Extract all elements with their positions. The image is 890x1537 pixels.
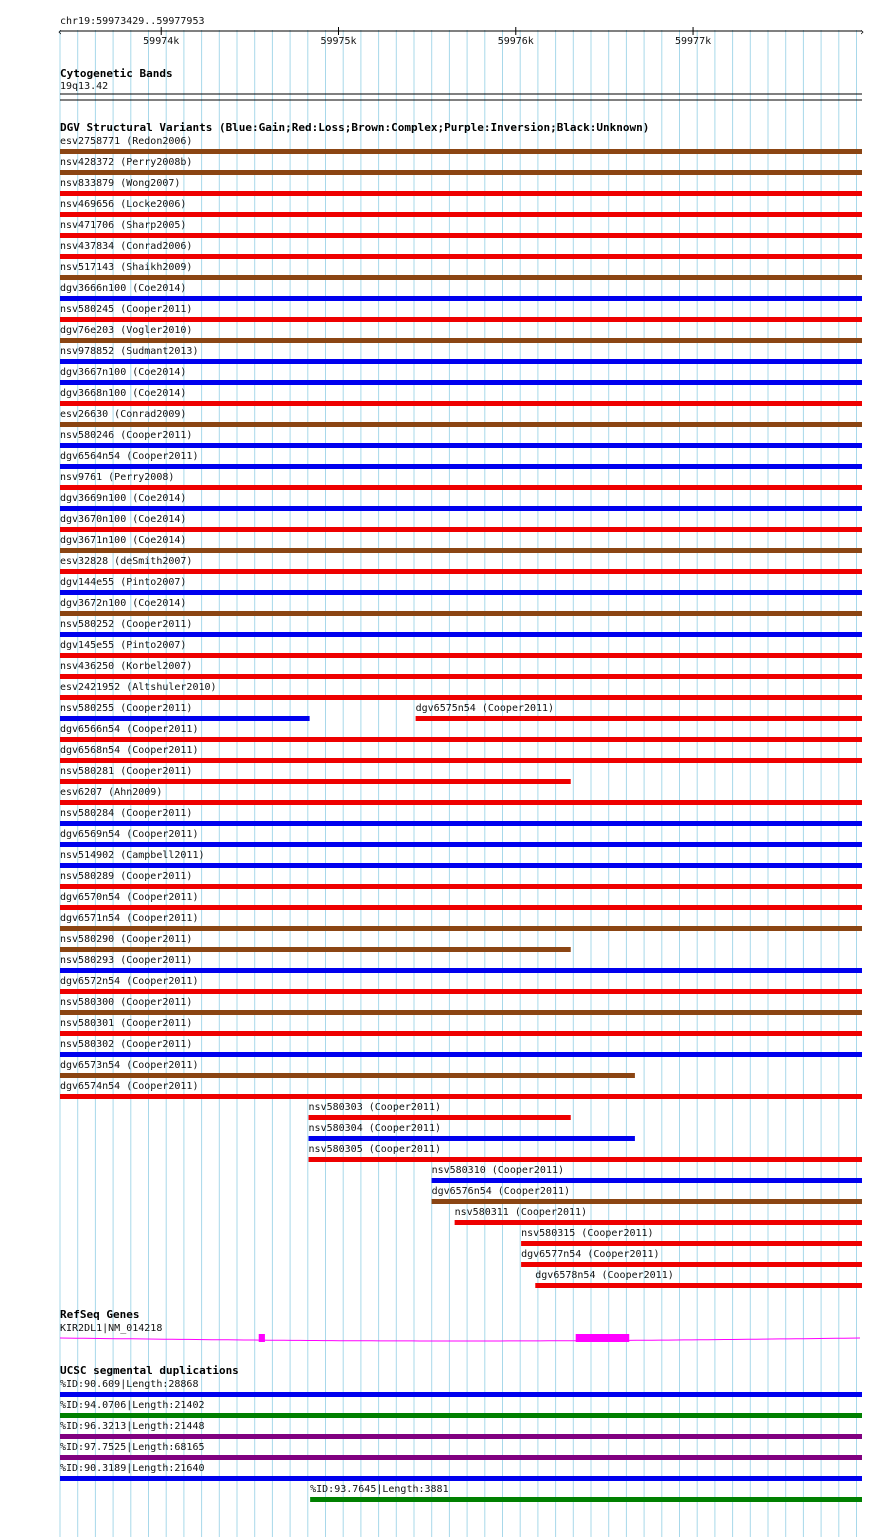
- feature-label[interactable]: nsv517143 (Shaikh2009): [60, 262, 193, 273]
- feature-label[interactable]: esv26630 (Conrad2009): [60, 409, 187, 420]
- feature-bar[interactable]: [60, 1413, 862, 1418]
- feature-label[interactable]: dgv3672n100 (Coe2014): [60, 598, 187, 609]
- region-label: chr19:59973429..59977953: [60, 16, 205, 27]
- feature-label[interactable]: dgv6571n54 (Cooper2011): [60, 913, 199, 924]
- feature-bar[interactable]: [60, 1073, 635, 1078]
- feature-label[interactable]: %ID:96.3213|Length:21448: [60, 1421, 205, 1432]
- feature-bar[interactable]: [455, 1220, 862, 1225]
- feature-bar[interactable]: [60, 842, 862, 847]
- feature-bar[interactable]: [60, 296, 862, 301]
- feature-bar[interactable]: [60, 695, 862, 700]
- track-title: DGV Structural Variants (Blue:Gain;Red:Loss;Brown:Complex;Purple:Inversion;Black:Unknown): [60, 121, 650, 134]
- feature-label[interactable]: nsv580293 (Cooper2011): [60, 955, 193, 966]
- feature-label[interactable]: dgv145e55 (Pinto2007): [60, 640, 187, 651]
- band-label: 19q13.42: [60, 81, 109, 92]
- ruler-left-arrow: ‹: [56, 27, 64, 38]
- feature-bar[interactable]: [60, 359, 862, 364]
- ruler-tick-label: 59977k: [674, 36, 712, 47]
- feature-bar[interactable]: [60, 1094, 862, 1099]
- feature-bar[interactable]: [60, 653, 862, 658]
- track-title: Cytogenetic Bands: [60, 67, 173, 80]
- feature-label[interactable]: dgv3666n100 (Coe2014): [60, 283, 187, 294]
- feature-label[interactable]: dgv6578n54 (Cooper2011): [535, 1270, 674, 1281]
- feature-bar[interactable]: [416, 716, 862, 721]
- feature-bar[interactable]: [60, 506, 862, 511]
- feature-label[interactable]: nsv580304 (Cooper2011): [308, 1123, 441, 1134]
- feature-bar[interactable]: [60, 170, 862, 175]
- feature-bar[interactable]: [60, 422, 862, 427]
- feature-bar[interactable]: [60, 464, 862, 469]
- feature-bar[interactable]: [60, 1476, 862, 1481]
- feature-label[interactable]: nsv580252 (Cooper2011): [60, 619, 193, 630]
- feature-label[interactable]: nsv469656 (Locke2006): [60, 199, 187, 210]
- feature-bar[interactable]: [60, 674, 862, 679]
- feature-bar[interactable]: [310, 1497, 862, 1502]
- feature-bar[interactable]: [60, 380, 862, 385]
- feature-bar[interactable]: [60, 338, 862, 343]
- feature-bar[interactable]: [432, 1178, 862, 1183]
- feature-label[interactable]: nsv580303 (Cooper2011): [308, 1102, 441, 1113]
- feature-label[interactable]: dgv3667n100 (Coe2014): [60, 367, 187, 378]
- feature-bar[interactable]: [60, 779, 571, 784]
- feature-label[interactable]: nsv580302 (Cooper2011): [60, 1039, 193, 1050]
- feature-label[interactable]: nsv580290 (Cooper2011): [60, 934, 193, 945]
- feature-label[interactable]: nsv580281 (Cooper2011): [60, 766, 193, 777]
- feature-label[interactable]: nsv580255 (Cooper2011): [60, 703, 193, 714]
- feature-label[interactable]: nsv580315 (Cooper2011): [521, 1228, 654, 1239]
- feature-label[interactable]: dgv6573n54 (Cooper2011): [60, 1060, 199, 1071]
- feature-bar[interactable]: [309, 1136, 635, 1141]
- feature-label[interactable]: dgv6575n54 (Cooper2011): [415, 703, 555, 714]
- feature-label[interactable]: esv2758771 (Redon2006): [60, 136, 193, 147]
- feature-bar[interactable]: [60, 212, 862, 217]
- feature-bar[interactable]: [60, 527, 862, 532]
- feature-bar[interactable]: [60, 275, 862, 280]
- feature-label[interactable]: dgv6569n54 (Cooper2011): [60, 829, 199, 840]
- feature-label[interactable]: nsv580284 (Cooper2011): [60, 808, 193, 819]
- feature-label[interactable]: nsv580301 (Cooper2011): [60, 1018, 193, 1029]
- feature-label[interactable]: nsv580245 (Cooper2011): [60, 304, 193, 315]
- feature-label[interactable]: dgv6574n54 (Cooper2011): [60, 1081, 199, 1092]
- feature-bar[interactable]: [60, 905, 862, 910]
- track-title: RefSeq Genes: [60, 1308, 140, 1321]
- feature-label[interactable]: nsv428372 (Perry2008b): [60, 157, 193, 168]
- feature-label[interactable]: nsv9761 (Perry2008): [60, 472, 175, 483]
- feature-bar[interactable]: [60, 233, 862, 238]
- feature-label[interactable]: dgv6577n54 (Cooper2011): [521, 1249, 660, 1260]
- ruler-tick-label: 59975k: [320, 36, 357, 47]
- feature-label[interactable]: %ID:93.7645|Length:3881: [310, 1484, 449, 1495]
- feature-label[interactable]: esv2421952 (Altshuler2010): [60, 682, 217, 693]
- gene-exon[interactable]: [576, 1334, 630, 1342]
- feature-label[interactable]: nsv580246 (Cooper2011): [60, 430, 193, 441]
- ruler-right-arrow: ›: [858, 27, 866, 38]
- gene-exon[interactable]: [259, 1334, 265, 1342]
- feature-bar[interactable]: [60, 1434, 862, 1439]
- feature-bar[interactable]: [60, 947, 571, 952]
- feature-bar[interactable]: [60, 800, 862, 805]
- feature-label[interactable]: nsv437834 (Conrad2006): [60, 241, 193, 252]
- feature-label[interactable]: dgv6572n54 (Cooper2011): [60, 976, 199, 987]
- feature-bar[interactable]: [60, 926, 862, 931]
- feature-label[interactable]: nsv978852 (Sudmant2013): [60, 346, 199, 357]
- feature-bar[interactable]: [60, 821, 862, 826]
- feature-bar[interactable]: [60, 1392, 862, 1397]
- feature-label[interactable]: nsv514902 (Campbell2011): [60, 850, 205, 861]
- feature-bar[interactable]: [60, 1010, 862, 1015]
- feature-label[interactable]: dgv6576n54 (Cooper2011): [431, 1186, 571, 1197]
- feature-label[interactable]: nsv580311 (Cooper2011): [454, 1207, 588, 1218]
- gene-intron-line[interactable]: [60, 1338, 860, 1341]
- feature-bar[interactable]: [60, 863, 862, 868]
- feature-label[interactable]: dgv6570n54 (Cooper2011): [60, 892, 199, 903]
- feature-label[interactable]: %ID:90.609|Length:28868: [60, 1379, 199, 1390]
- ruler-tick-label: 59976k: [497, 36, 534, 47]
- feature-bar[interactable]: [60, 254, 862, 259]
- track-title: UCSC segmental duplications: [60, 1364, 239, 1377]
- feature-bar[interactable]: [60, 191, 862, 196]
- feature-bar[interactable]: [60, 989, 862, 994]
- feature-label[interactable]: nsv833879 (Wong2007): [60, 178, 181, 189]
- feature-label[interactable]: nsv580305 (Cooper2011): [308, 1144, 441, 1155]
- feature-bar[interactable]: [60, 149, 862, 154]
- feature-bar[interactable]: [60, 611, 862, 616]
- feature-bar[interactable]: [60, 1455, 862, 1460]
- feature-bar[interactable]: [521, 1241, 862, 1246]
- feature-label[interactable]: %ID:90.3189|Length:21640: [60, 1463, 205, 1474]
- feature-label[interactable]: nsv471706 (Sharp2005): [60, 220, 187, 231]
- feature-bar[interactable]: [60, 758, 862, 763]
- feature-label[interactable]: dgv6564n54 (Cooper2011): [60, 451, 199, 462]
- feature-label[interactable]: nsv580300 (Cooper2011): [60, 997, 193, 1008]
- feature-label[interactable]: dgv3670n100 (Coe2014): [60, 514, 187, 525]
- feature-bar[interactable]: [309, 1157, 862, 1162]
- feature-bar[interactable]: [60, 884, 862, 889]
- feature-label[interactable]: dgv3668n100 (Coe2014): [60, 388, 187, 399]
- feature-bar[interactable]: [60, 401, 862, 406]
- feature-bar[interactable]: [60, 443, 862, 448]
- feature-bar[interactable]: [60, 716, 310, 721]
- feature-bar[interactable]: [60, 968, 862, 973]
- feature-label[interactable]: dgv3671n100 (Coe2014): [60, 535, 187, 546]
- feature-bar[interactable]: [535, 1283, 862, 1288]
- feature-bar[interactable]: [60, 569, 862, 574]
- feature-label[interactable]: dgv3669n100 (Coe2014): [60, 493, 187, 504]
- feature-label[interactable]: %ID:94.0706|Length:21402: [60, 1400, 205, 1411]
- feature-bar[interactable]: [60, 485, 862, 490]
- feature-bar[interactable]: [521, 1262, 862, 1267]
- feature-label[interactable]: esv6207 (Ahn2009): [60, 787, 163, 798]
- ruler-tick-label: 59974k: [143, 36, 180, 47]
- feature-bar[interactable]: [60, 632, 862, 637]
- feature-label[interactable]: dgv76e203 (Vogler2010): [60, 325, 193, 336]
- feature-bar[interactable]: [309, 1115, 571, 1120]
- feature-label[interactable]: esv32828 (deSmith2007): [60, 556, 193, 567]
- feature-bar[interactable]: [60, 737, 862, 742]
- feature-bar[interactable]: [60, 548, 862, 553]
- feature-label[interactable]: dgv6566n54 (Cooper2011): [60, 724, 199, 735]
- gene-label[interactable]: KIR2DL1|NM_014218: [60, 1323, 163, 1334]
- feature-bar[interactable]: [60, 1052, 862, 1057]
- feature-label[interactable]: nsv436250 (Korbel2007): [60, 661, 193, 672]
- feature-label[interactable]: nsv580310 (Cooper2011): [431, 1165, 565, 1176]
- feature-label[interactable]: nsv580289 (Cooper2011): [60, 871, 193, 882]
- feature-label[interactable]: %ID:97.7525|Length:68165: [60, 1442, 205, 1453]
- feature-bar[interactable]: [60, 1031, 862, 1036]
- feature-bar[interactable]: [432, 1199, 862, 1204]
- feature-label[interactable]: dgv144e55 (Pinto2007): [60, 577, 187, 588]
- feature-bar[interactable]: [60, 317, 862, 322]
- feature-label[interactable]: dgv6568n54 (Cooper2011): [60, 745, 199, 756]
- feature-bar[interactable]: [60, 590, 862, 595]
